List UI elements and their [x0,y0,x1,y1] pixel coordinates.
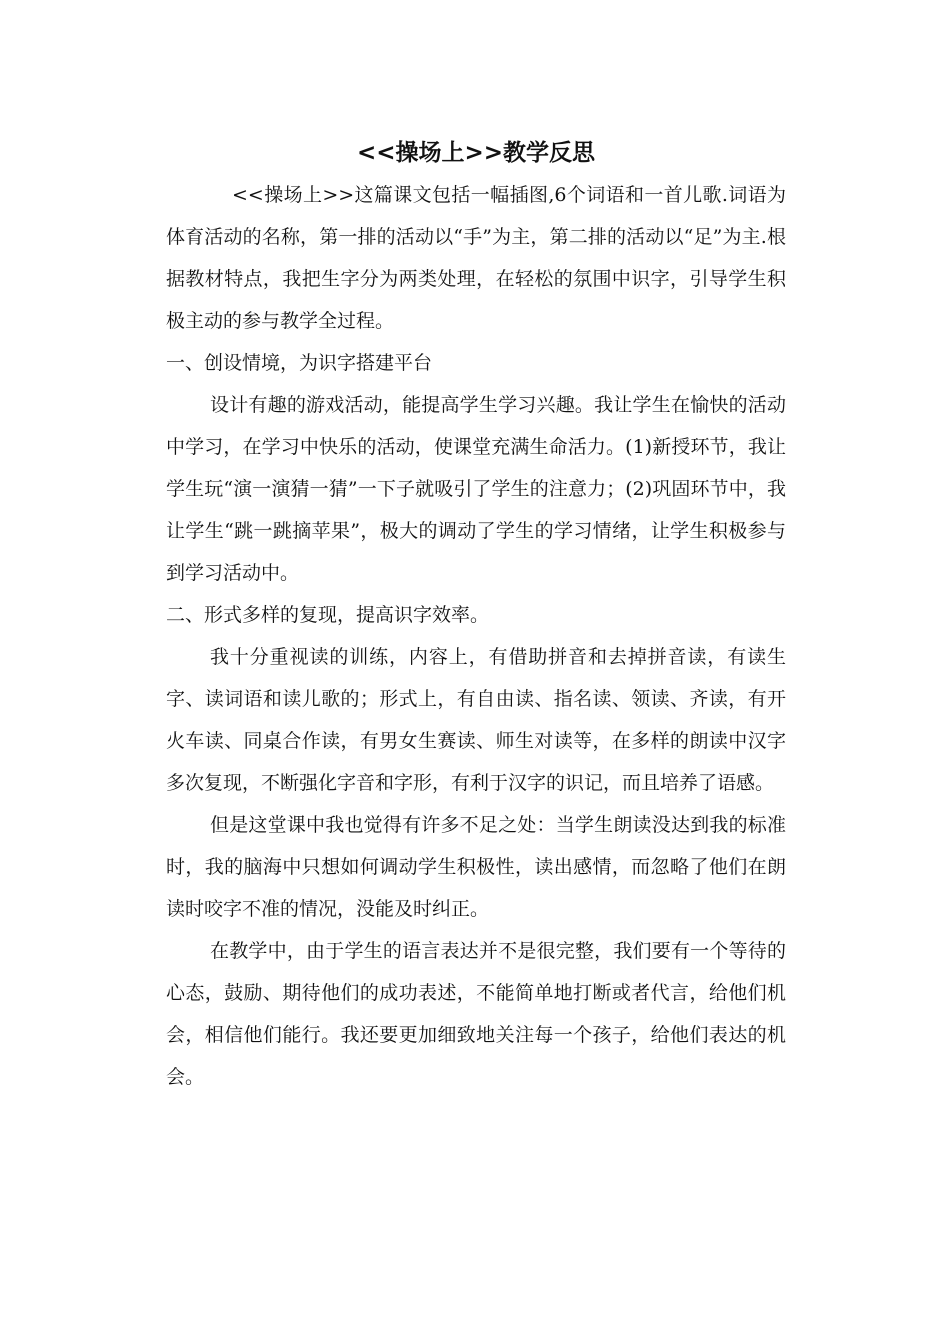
intro-paragraph: <<操场上>>这篇课文包括一幅插图,6个词语和一首儿歌.词语为体育活动的名称，第一排的活动以“手”为主，第二排的活动以“足”为主.根据教材特点，我把生字分为两类处理，在轻松的氛围中识字，引导学生积极主动的参与教学全过程。 [166,184,786,332]
section-heading-1: 一、创设情境，为识字搭建平台 [166,352,433,374]
shortcomings-paragraph: 但是这堂课中我也觉得有许多不足之处：当学生朗读没达到我的标准时，我的脑海中只想如何调动学生积极性，读出感情，而忽略了他们在朗读时咬字不准的情况，没能及时纠正。 [166,814,786,920]
section-2-paragraph: 我十分重视读的训练，内容上，有借助拼音和去掉拼音读，有读生字、读词语和读儿歌的；形式上，有自由读、指名读、领读、齐读，有开火车读、同桌合作读，有男女生赛读、师生对读等，在多样的朗读中汉字多次复现，不断强化字音和字形，有利于汉字的识记，而且培养了语感。 [166,646,786,794]
closing-paragraph: 在教学中，由于学生的语言表达并不是很完整，我们要有一个等待的心态，鼓励、期待他们的成功表述，不能简单地打断或者代言，给他们机会，相信他们能行。我还要更加细致地关注每一个孩子，给他们表达的机会。 [166,940,786,1088]
document-body [166,134,786,1098]
document-title: <<操场上>>教学反思 [356,140,596,166]
section-heading-2: 二、形式多样的复现，提高识字效率。 [166,604,490,626]
section-1-paragraph: 设计有趣的游戏活动，能提高学生学习兴趣。我让学生在愉快的活动中学习，在学习中快乐的活动，使课堂充满生命活力。(1)新授环节，我让学生玩“演一演猜一猜”一下子就吸引了学生的注意力；(2)巩固环节中，我让学生“跳一跳摘苹果”，极大的调动了学生的学习情绪，让学生积极参与到学习活动中。 [166,394,786,584]
